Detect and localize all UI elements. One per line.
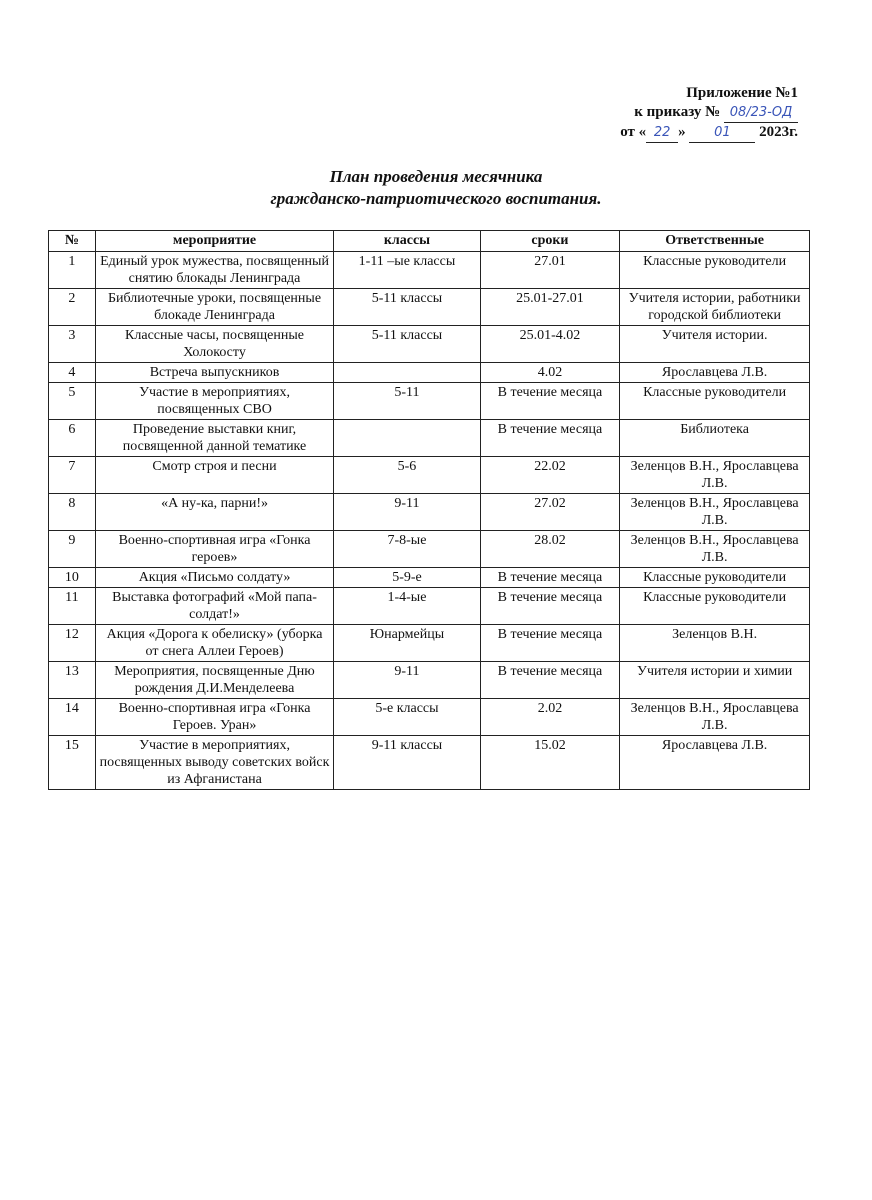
- responsible-cell: Ярославцева Л.В.: [620, 363, 810, 383]
- date-quote-close: »: [678, 124, 686, 140]
- table-row: [49, 289, 810, 326]
- grades-cell: 5-11 классы: [334, 326, 480, 363]
- grades-cell: [334, 420, 480, 457]
- dates-cell: 15.02: [480, 736, 620, 790]
- table-row: [49, 457, 810, 494]
- header-grades: классы: [334, 231, 480, 252]
- order-number-line: [620, 103, 798, 123]
- order-date-line: [620, 123, 798, 143]
- table-header-row: [49, 231, 810, 252]
- table-row: [49, 494, 810, 531]
- appendix-header: [620, 84, 798, 143]
- document-title: [0, 166, 872, 210]
- header-number: №: [49, 231, 96, 252]
- row-number-cell: 15: [49, 736, 96, 790]
- table-row: [49, 736, 810, 790]
- grades-cell: 5-11 классы: [334, 289, 480, 326]
- row-number-cell: 10: [49, 568, 96, 588]
- header-dates: сроки: [480, 231, 620, 252]
- dates-cell: В течение месяца: [480, 420, 620, 457]
- table-row: [49, 383, 810, 420]
- event-name-cell: Классные часы, посвященные Холокосту: [95, 326, 333, 363]
- date-month: 01: [689, 123, 755, 143]
- date-prefix: от «: [620, 124, 647, 140]
- header-responsible: Ответственные: [620, 231, 810, 252]
- dates-cell: 28.02: [480, 531, 620, 568]
- table-row: [49, 625, 810, 662]
- event-name-cell: Мероприятия, посвященные Дню рождения Д.И.Менделеева: [95, 662, 333, 699]
- event-name-cell: Участие в мероприятиях, посвященных СВО: [95, 383, 333, 420]
- row-number-cell: 14: [49, 699, 96, 736]
- row-number-cell: 13: [49, 662, 96, 699]
- row-number-cell: 6: [49, 420, 96, 457]
- event-name-cell: Смотр строя и песни: [95, 457, 333, 494]
- responsible-cell: Зеленцов В.Н., Ярославцева Л.В.: [620, 494, 810, 531]
- row-number-cell: 1: [49, 252, 96, 289]
- event-name-cell: Акция «Дорога к обелиску» (уборка от снега Аллеи Героев): [95, 625, 333, 662]
- dates-cell: 25.01-27.01: [480, 289, 620, 326]
- responsible-cell: Учителя истории, работники городской библиотеки: [620, 289, 810, 326]
- event-name-cell: Библиотечные уроки, посвященные блокаде Ленинграда: [95, 289, 333, 326]
- grades-cell: 1-11 –ые классы: [334, 252, 480, 289]
- grades-cell: 5-9-е: [334, 568, 480, 588]
- row-number-cell: 7: [49, 457, 96, 494]
- event-name-cell: Проведение выставки книг, посвященной данной тематике: [95, 420, 333, 457]
- dates-cell: В течение месяца: [480, 625, 620, 662]
- event-name-cell: Военно-спортивная игра «Гонка героев»: [95, 531, 333, 568]
- order-number: 08/23-ОД: [724, 103, 798, 123]
- dates-cell: 4.02: [480, 363, 620, 383]
- event-name-cell: Единый урок мужества, посвященный снятию блокады Ленинграда: [95, 252, 333, 289]
- row-number-cell: 3: [49, 326, 96, 363]
- header-event: мероприятие: [95, 231, 333, 252]
- event-name-cell: «А ну-ка, парни!»: [95, 494, 333, 531]
- grades-cell: Юнармейцы: [334, 625, 480, 662]
- table-row: [49, 326, 810, 363]
- dates-cell: 27.01: [480, 252, 620, 289]
- responsible-cell: Ярославцева Л.В.: [620, 736, 810, 790]
- row-number-cell: 4: [49, 363, 96, 383]
- dates-cell: В течение месяца: [480, 662, 620, 699]
- grades-cell: [334, 363, 480, 383]
- row-number-cell: 2: [49, 289, 96, 326]
- row-number-cell: 8: [49, 494, 96, 531]
- events-table: [48, 230, 810, 790]
- dates-cell: В течение месяца: [480, 588, 620, 625]
- event-name-cell: Участие в мероприятиях, посвященных выводу советских войск из Афганистана: [95, 736, 333, 790]
- row-number-cell: 11: [49, 588, 96, 625]
- date-day: 22: [646, 123, 678, 143]
- responsible-cell: Классные руководители: [620, 252, 810, 289]
- table-row: [49, 662, 810, 699]
- responsible-cell: Классные руководители: [620, 568, 810, 588]
- grades-cell: 5-11: [334, 383, 480, 420]
- table-row: [49, 531, 810, 568]
- table-row: [49, 252, 810, 289]
- table-row: [49, 699, 810, 736]
- responsible-cell: Классные руководители: [620, 383, 810, 420]
- row-number-cell: 9: [49, 531, 96, 568]
- title-line-1: План проведения месячника: [329, 167, 543, 186]
- responsible-cell: Зеленцов В.Н.: [620, 625, 810, 662]
- appendix-title: Приложение №1: [686, 85, 798, 101]
- grades-cell: 1-4-ые: [334, 588, 480, 625]
- table-row: [49, 363, 810, 383]
- order-prefix: к приказу №: [634, 104, 721, 120]
- responsible-cell: Учителя истории и химии: [620, 662, 810, 699]
- grades-cell: 5-е классы: [334, 699, 480, 736]
- event-name-cell: Акция «Письмо солдату»: [95, 568, 333, 588]
- responsible-cell: Классные руководители: [620, 588, 810, 625]
- dates-cell: 2.02: [480, 699, 620, 736]
- responsible-cell: Учителя истории.: [620, 326, 810, 363]
- responsible-cell: Библиотека: [620, 420, 810, 457]
- dates-cell: 22.02: [480, 457, 620, 494]
- event-name-cell: Встреча выпускников: [95, 363, 333, 383]
- row-number-cell: 5: [49, 383, 96, 420]
- grades-cell: 9-11: [334, 494, 480, 531]
- responsible-cell: Зеленцов В.Н., Ярославцева Л.В.: [620, 457, 810, 494]
- table-row: [49, 588, 810, 625]
- dates-cell: В течение месяца: [480, 568, 620, 588]
- date-year: 2023г.: [759, 124, 798, 140]
- table-body: [49, 252, 810, 790]
- grades-cell: 9-11 классы: [334, 736, 480, 790]
- dates-cell: 25.01-4.02: [480, 326, 620, 363]
- responsible-cell: Зеленцов В.Н., Ярославцева Л.В.: [620, 531, 810, 568]
- grades-cell: 9-11: [334, 662, 480, 699]
- row-number-cell: 12: [49, 625, 96, 662]
- title-line-2: гражданско-патриотического воспитания.: [270, 189, 602, 208]
- grades-cell: 5-6: [334, 457, 480, 494]
- event-name-cell: Выставка фотографий «Мой папа-солдат!»: [95, 588, 333, 625]
- event-name-cell: Военно-спортивная игра «Гонка Героев. Уран»: [95, 699, 333, 736]
- dates-cell: В течение месяца: [480, 383, 620, 420]
- grades-cell: 7-8-ые: [334, 531, 480, 568]
- dates-cell: 27.02: [480, 494, 620, 531]
- responsible-cell: Зеленцов В.Н., Ярославцева Л.В.: [620, 699, 810, 736]
- table-row: [49, 568, 810, 588]
- table-row: [49, 420, 810, 457]
